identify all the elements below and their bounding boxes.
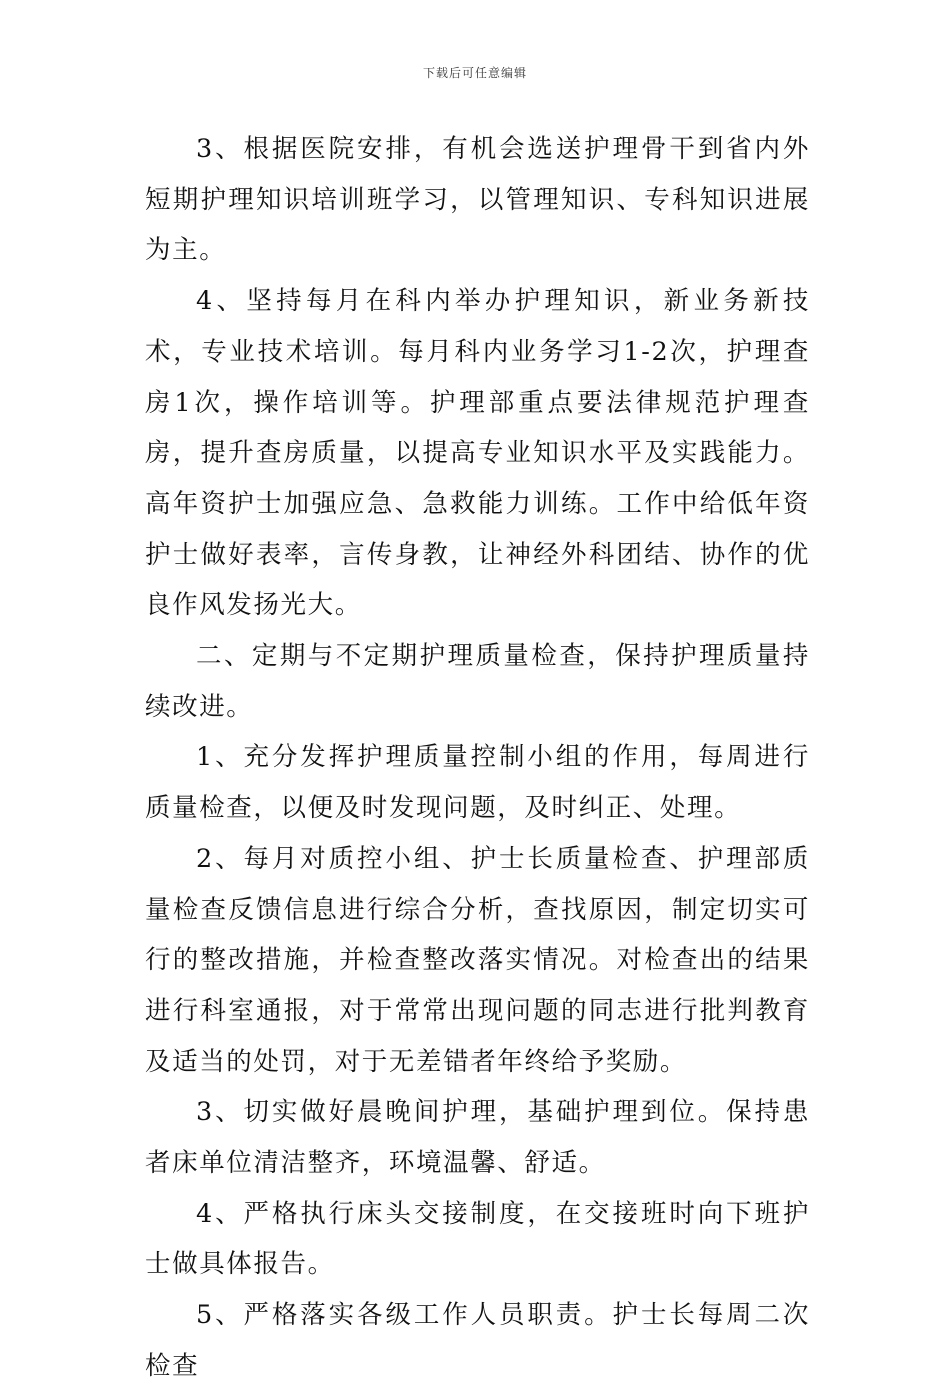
paragraph-staff-duties: 5、严格落实各级工作人员职责。护士长每周二次检查 xyxy=(145,1300,810,1381)
paragraph-monthly-analysis: 2、每月对质控小组、护士长质量检查、护理部质量检查反馈信息进行综合分析，查找原因，制定切实可行的整改措施，并检查整改落实情况。对检查出的结果进行科室通报，对于常常出现问题的同志进行批判教育及适当的处罚，对于无差错者年终给予奖励。 xyxy=(145,843,810,1077)
page-header: 下载后可任意编辑 xyxy=(422,66,527,80)
paragraph-training-outside: 3、根据医院安排，有机会选送护理骨干到省内外短期护理知识培训班学习，以管理知识、专科知识进展为主。 xyxy=(145,134,810,266)
document-body xyxy=(145,124,810,1392)
paragraph-basic-nursing: 3、切实做好晨晚间护理，基础护理到位。保持患者床单位清洁整齐，环境温馨、舒适。 xyxy=(145,1097,810,1179)
paragraph-bedside-handover: 4、严格执行床头交接制度，在交接班时向下班护士做具体报告。 xyxy=(145,1198,810,1280)
paragraph-quality-control-group: 1、充分发挥护理质量控制小组的作用，每周进行质量检查，以便及时发现问题，及时纠正、处理。 xyxy=(145,742,810,824)
section-heading-quality-check: 二、定期与不定期护理质量检查，保持护理质量持续改进。 xyxy=(145,641,810,722)
paragraph-monthly-training: 4、坚持每月在科内举办护理知识，新业务新技术，专业技术培训。每月科内业务学习1-2次，护理查房1次，操作培训等。护理部重点要法律规范护理查房，提升查房质量，以提高专业知识水平及实践能力。高年资护士加强应急、急救能力训练。工作中给低年资护士做好表率，言传身教，让神经外科团结、协作的优良作风发扬光大。 xyxy=(145,286,810,621)
